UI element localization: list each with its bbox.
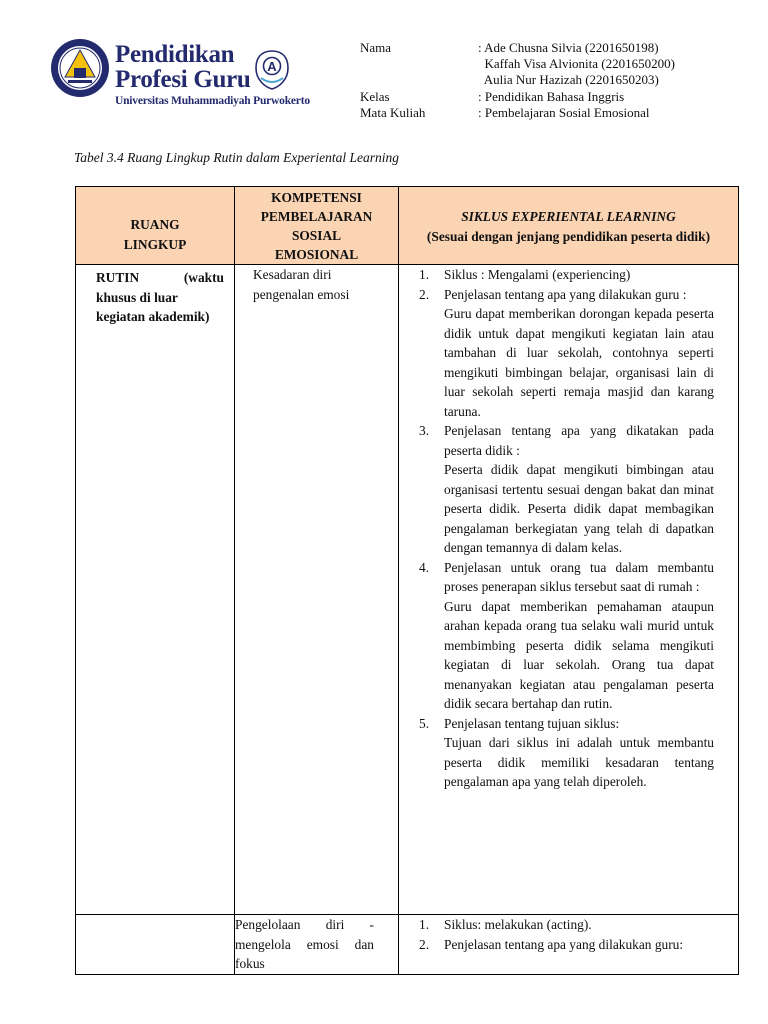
- kelas-value: : Pendidikan Bahasa Inggris: [478, 88, 625, 104]
- header-ruang-lingkup: RUANG LINGKUP: [76, 187, 235, 265]
- a-emblem-icon: [255, 50, 289, 90]
- cycle-step-3: 3. Penjelasan tentang apa yang dikatakan pada peserta didik : Peserta didik dapat mengikuti bimbingan atau organisasi tertentu sesuai dengan bakat dan minat peserta didik. Peserta didik dapat membagikan pengalaman berkegiatan yang telah di dapatkan dengan temannya di dalam kelas.: [419, 423, 714, 555]
- cycle2-step-2: 2. Penjelasan tentang apa yang dilakukan guru:: [419, 936, 684, 952]
- scope-cell-empty: [76, 915, 235, 975]
- logo-university-name: Universitas Muhammadiyah Purwokerto: [115, 95, 310, 107]
- cycle2-step-1: 1. Siklus: melakukan (acting).: [419, 917, 592, 932]
- table-row-rutin: [76, 265, 739, 915]
- cycle-step-4: 4. Penjelasan untuk orang tua dalam membantu proses penerapan siklus tersebut saat di rumah : Guru dapat memberikan pemahaman ataupun arahan kepada orang tua selaku wali murid untuk membimbing peserta didik selama mengikuti kegiatan di luar sekolah. Orang tua dapat menanyakan kegiatan atau pengalaman peserta didik secara bertahap dan rutin.: [419, 559, 714, 711]
- cycle-cell-experiencing: [399, 265, 739, 915]
- table-caption: Tabel 3.4 Ruang Lingkup Rutin dalam Experiental Learning: [74, 150, 399, 165]
- experiential-learning-table: [75, 186, 739, 975]
- cycle-step-1: 1. Siklus : Mengalami (experiencing): [419, 267, 631, 282]
- mata-kuliah-value: : Pembelajaran Sosial Emosional: [478, 104, 650, 120]
- cycle-step-5: 5. Penjelasan tentang tujuan siklus: Tujuan dari siklus ini adalah untuk membantu peserta didik memiliki kesadaran tentang pengalaman apa yang telah diperoleh.: [419, 715, 714, 789]
- table-header-row: [76, 187, 739, 265]
- cycle-cell-acting: [399, 915, 739, 975]
- competency-cell-pengelolaan-diri: Pengelolaan diri - mengelola emosi dan fokus: [235, 915, 399, 975]
- header-kompetensi: KOMPETENSI PEMBELAJARAN SOSIAL EMOSIONAL: [235, 187, 399, 265]
- nama-value-1: : Ade Chusna Silvia (2201650198): [478, 40, 659, 55]
- nama-label: Nama: [360, 40, 392, 55]
- nama-value-2: Kaffah Visa Alvionita (2201650200): [478, 56, 675, 72]
- logo-title-line-1: Pendidikan: [115, 41, 235, 68]
- program-logo: [50, 38, 320, 110]
- kelas-label: Kelas: [360, 88, 390, 104]
- mata-kuliah-label: Mata Kuliah: [360, 104, 426, 120]
- scope-cell-rutin: RUTIN (waktu khusus di luar kegiatan akademik): [76, 265, 235, 915]
- university-seal-icon: [50, 38, 110, 98]
- header-siklus: SIKLUS EXPERIENTAL LEARNING (Sesuai dengan jenjang pendidikan peserta didik): [399, 187, 739, 265]
- logo-title-line-2: Profesi Guru: [115, 66, 251, 93]
- nama-value-3: Aulia Nur Hazizah (2201650203): [478, 72, 659, 88]
- student-info: [360, 40, 675, 121]
- svg-text:A: A: [267, 59, 277, 74]
- cycle-step-2: 2. Penjelasan tentang apa yang dilakukan guru : Guru dapat memberikan dorongan kepada peserta didik untuk dapat mengikuti kegiatan lain atau tambahan di luar sekolah, contohnya seperti mengikuti bimbingan belajar, organisasi lain di luar sekolah seperti remaja masjid dan karang taruna.: [419, 286, 714, 419]
- competency-cell-kesadaran-diri: Kesadaran diri pengenalan emosi: [235, 265, 399, 915]
- table-row-pengelolaan: [76, 915, 739, 975]
